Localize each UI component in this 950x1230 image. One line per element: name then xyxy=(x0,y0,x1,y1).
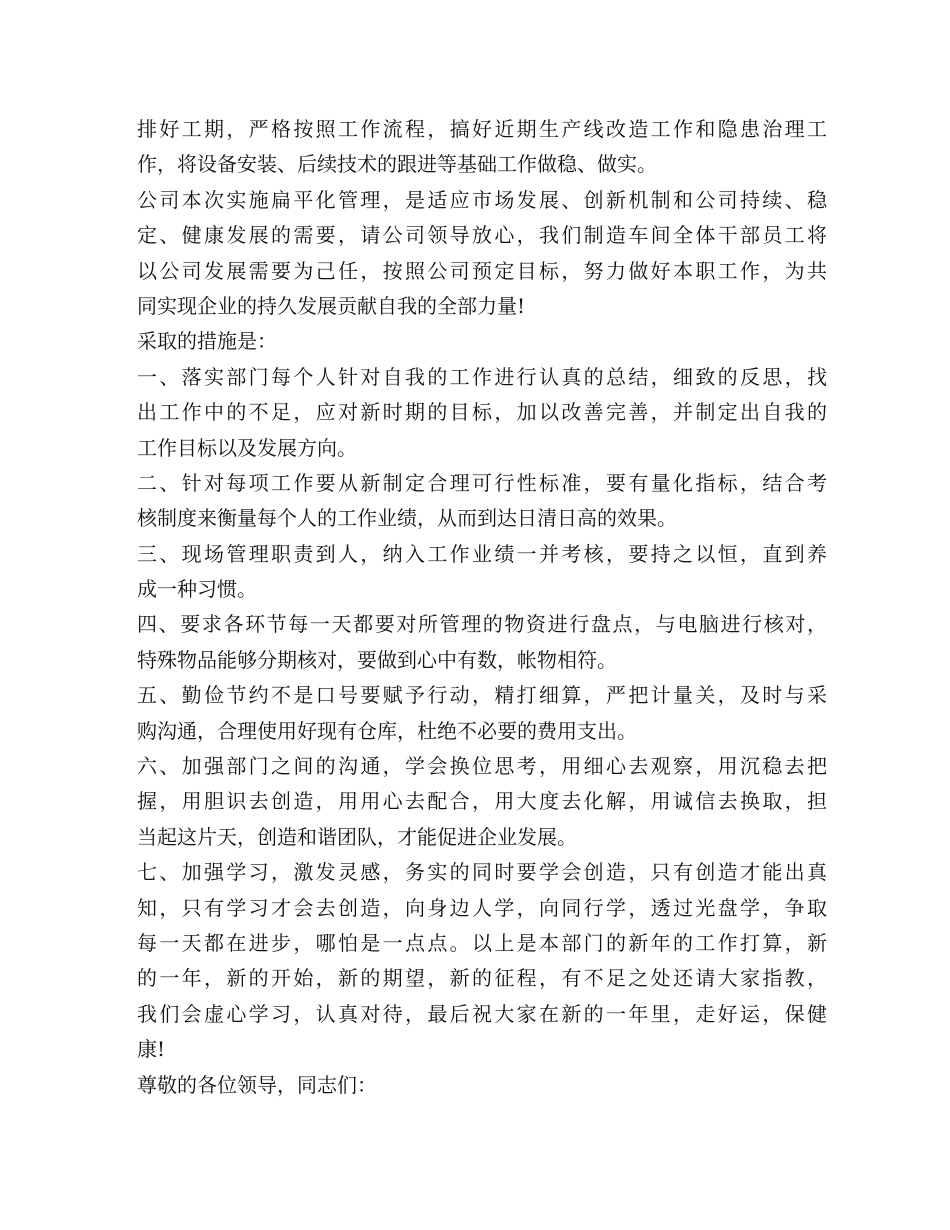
text-line: 采取的措施是： xyxy=(137,329,277,354)
text-line: 的一年，新的开始，新的期望，新的征程，有不足之处还请大家指教， xyxy=(137,966,827,991)
text-line: 知，只有学习才会去创造，向身边人学，向同行学，透过光盘学，争取 xyxy=(137,895,827,920)
text-line: 二、针对每项工作要从新制定合理可行性标准，要有量化指标，结合考 xyxy=(137,470,827,495)
text-line: 七、加强学习，激发灵感，务实的同时要学会创造，只有创造才能出真 xyxy=(137,860,827,885)
text-line: 作，将设备安装、后续技术的跟进等基础工作做稳、做实。 xyxy=(137,152,657,177)
text-line: 康! xyxy=(137,1037,166,1062)
text-line: 握，用胆识去创造，用用心去配合，用大度去化解，用诚信去换取，担 xyxy=(137,789,827,814)
text-line: 购沟通，合理使用好现有仓库，杜绝不必要的费用支出。 xyxy=(137,718,637,743)
text-line: 尊敬的各位领导，同志们： xyxy=(137,1072,377,1097)
text-line: 五、勤俭节约不是口号要赋予行动，精打细算，严把计量关，及时与采 xyxy=(137,683,827,708)
text-line: 出工作中的不足，应对新时期的目标，加以改善完善，并制定出自我的 xyxy=(137,400,827,425)
text-line: 公司本次实施扁平化管理，是适应市场发展、创新机制和公司持续、稳 xyxy=(137,187,827,212)
text-line: 定、健康发展的需要，请公司领导放心，我们制造车间全体干部员工将 xyxy=(137,223,827,248)
text-line: 三、现场管理职责到人，纳入工作业绩一并考核，要持之以恒，直到养 xyxy=(137,541,827,566)
text-line: 四、要求各环节每一天都要对所管理的物资进行盘点，与电脑进行核对， xyxy=(137,612,827,637)
text-line: 特殊物品能够分期核对，要做到心中有数，帐物相符。 xyxy=(137,647,617,672)
text-line: 核制度来衡量每个人的工作业绩，从而到达日清日高的效果。 xyxy=(137,506,677,531)
text-line: 工作目标以及发展方向。 xyxy=(137,435,357,460)
text-line: 当起这片天，创造和谐团队，才能促进企业发展。 xyxy=(137,824,577,849)
text-line: 六、加强部门之间的沟通，学会换位思考，用细心去观察，用沉稳去把 xyxy=(137,754,827,779)
text-line: 同实现企业的持久发展贡献自我的全部力量! xyxy=(137,293,526,318)
text-line: 我们会虚心学习，认真对待，最后祝大家在新的一年里，走好运，保健 xyxy=(137,1001,827,1026)
body-text xyxy=(137,112,827,1103)
text-line: 每一天都在进步，哪怕是一点点。以上是本部门的新年的工作打算，新 xyxy=(137,930,827,955)
text-line: 一、落实部门每个人针对自我的工作进行认真的总结，细致的反思，找 xyxy=(137,364,827,389)
text-line: 以公司发展需要为己任，按照公司预定目标，努力做好本职工作，为共 xyxy=(137,258,827,283)
text-line: 成一种习惯。 xyxy=(137,577,257,602)
text-line: 排好工期，严格按照工作流程，搞好近期生产线改造工作和隐患治理工 xyxy=(137,117,827,141)
